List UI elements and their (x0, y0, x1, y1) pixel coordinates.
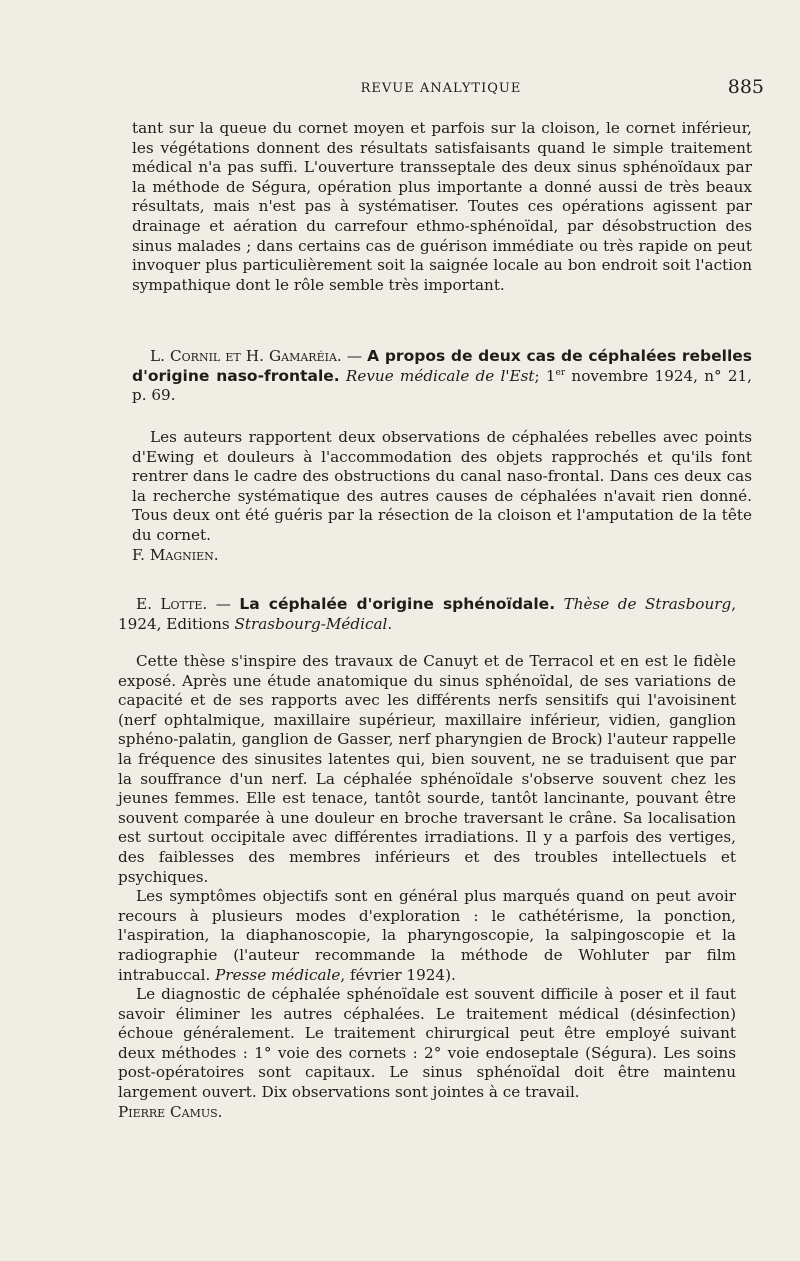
article-1-text: Les auteurs rapportent deux observations de céphalées rebelles avec points d'Ewing et douleurs à l'accommodation des objets rapprochés et qu'ils font rentrer dans le cadre des obstructions du canal naso-frontal. Dans ces deux cas la recherche systématique des autres causes de céphalées n'avait rien donné. Tous deux ont été guéris par la résection de la cloison et l'amputation de la tête du cornet. (132, 428, 752, 544)
article-2-body (118, 652, 736, 1122)
article-2-dash: — (207, 595, 240, 613)
article-1-sep: ; (534, 366, 546, 385)
article-1-journal: Revue médicale de l'Est (345, 366, 535, 385)
article-2-paragraph-3: Le diagnostic de céphalée sphénoïdale est souvent difficile à poser et il faut savoir éliminer les autres céphalées. Le traitement médical (désinfection) échoue généralement. Le traitement chirurgical peut être employé suivant deux méthodes : 1° voie des cornets : 2° voie endoseptale (Ségura). Les soins post-opératoires sont capitaux. Le sinus sphénoïdal doit être maintenu largement ouvert. Dix observations sont jointes à ce travail. (118, 985, 736, 1102)
article-1-body (132, 428, 752, 565)
article-2-title: La céphalée d'origine sphénoïdale. (239, 595, 556, 613)
running-title: REVUE ANALYTIQUE (360, 81, 522, 96)
article-1-date-sup: er (555, 367, 566, 378)
article-2-source-end: . (387, 614, 393, 633)
article-1-heading (132, 347, 752, 406)
running-head (118, 76, 764, 100)
continuation-text: tant sur la queue du cornet moyen et parfois sur la cloison, le cornet inférieur, les végétations donnent des résultats satisfaisants quand le simple traitement médical n'a pas suffi. L'ouverture transseptale des deux sinus sphénoïdaux par la méthode de Ségura, opération plus importante a donné aussi de très beaux résultats, mais n'est pas à systématiser. Toutes ces opérations agissent par drainage et aération du carrefour ethmo-sphénoïdal, par désobstruction des sinus malades ; dans certains cas de guérison immédiate ou très rapide on peut invoquer plus particulièrement soit la saignée locale au bon endroit soit l'action sympathique dont le rôle semble très important. (132, 119, 752, 294)
article-2-para2-journal: Presse médicale (215, 965, 341, 984)
continuation-paragraph (132, 119, 752, 295)
article-2-paragraph-2 (118, 887, 736, 985)
article-2-para2-text: Les symptômes objectifs sont en général plus marqués quand on peut avoir recours à plusieurs modes d'exploration : le cathétérisme, la ponction, l'aspiration, la diaphanoscopie, la pharyngoscopie, la salpingoscopie et la radiographie (l'auteur recommande la méthode de Wohluter par film intrabuccal. (118, 887, 736, 984)
article-2-publisher: Strasbourg-Médical (234, 614, 388, 633)
page-number: 885 (727, 76, 764, 98)
article-1-title: A propos de deux cas de céphalées rebelles d'origine naso-frontale. (132, 347, 753, 385)
article-2-heading (118, 595, 736, 634)
article-2-para2-end: , février 1924). (340, 965, 456, 984)
article-1-date-num: 1 (545, 366, 556, 385)
article-2-source: Thèse de Strasbourg (563, 595, 732, 613)
article-1-date-rest: novembre 1924, n° 21, p. 69. (132, 366, 753, 405)
article-1-dash: — (341, 347, 368, 365)
article-2-source-rest: , 1924, Editions (118, 595, 737, 633)
article-1-authors: L. Cornil et H. Gamaréia. (150, 347, 342, 365)
article-2-paragraph-1: Cette thèse s'inspire des travaux de Canuyt et de Terracol et en est le fidèle exposé. Après une étude anatomique du sinus sphénoïdal, de ses variations de capacité et de ses rapports avec les différents nerfs sensitifs qui l'avoisinent (nerf ophtalmique, maxillaire supérieur, maxillaire inférieur, vidien, ganglion sphéno-palatin, ganglion de Gasser, nerf pharyngien de Brock) l'auteur rappelle la fréquence des sinusites latentes qui, bien souvent, ne se traduisent que par la souffrance d'un nerf. La céphalée sphénoïdale s'observe souvent chez les jeunes femmes. Elle est tenace, tantôt sourde, tantôt lancinante, pouvant être souvent comparée à une douleur en broche traversant le crâne. Sa localisation est surtout occipitale avec différentes irradiations. Il y a parfois des vertiges, des faiblesses des membres inférieurs et des troubles intellectuels et psychiques. (118, 652, 736, 886)
article-1-signature: F. Magnien. (132, 545, 219, 564)
article-2-authors: E. Lotte. (136, 595, 208, 613)
article-2-signature: Pierre Camus. (118, 1102, 223, 1121)
